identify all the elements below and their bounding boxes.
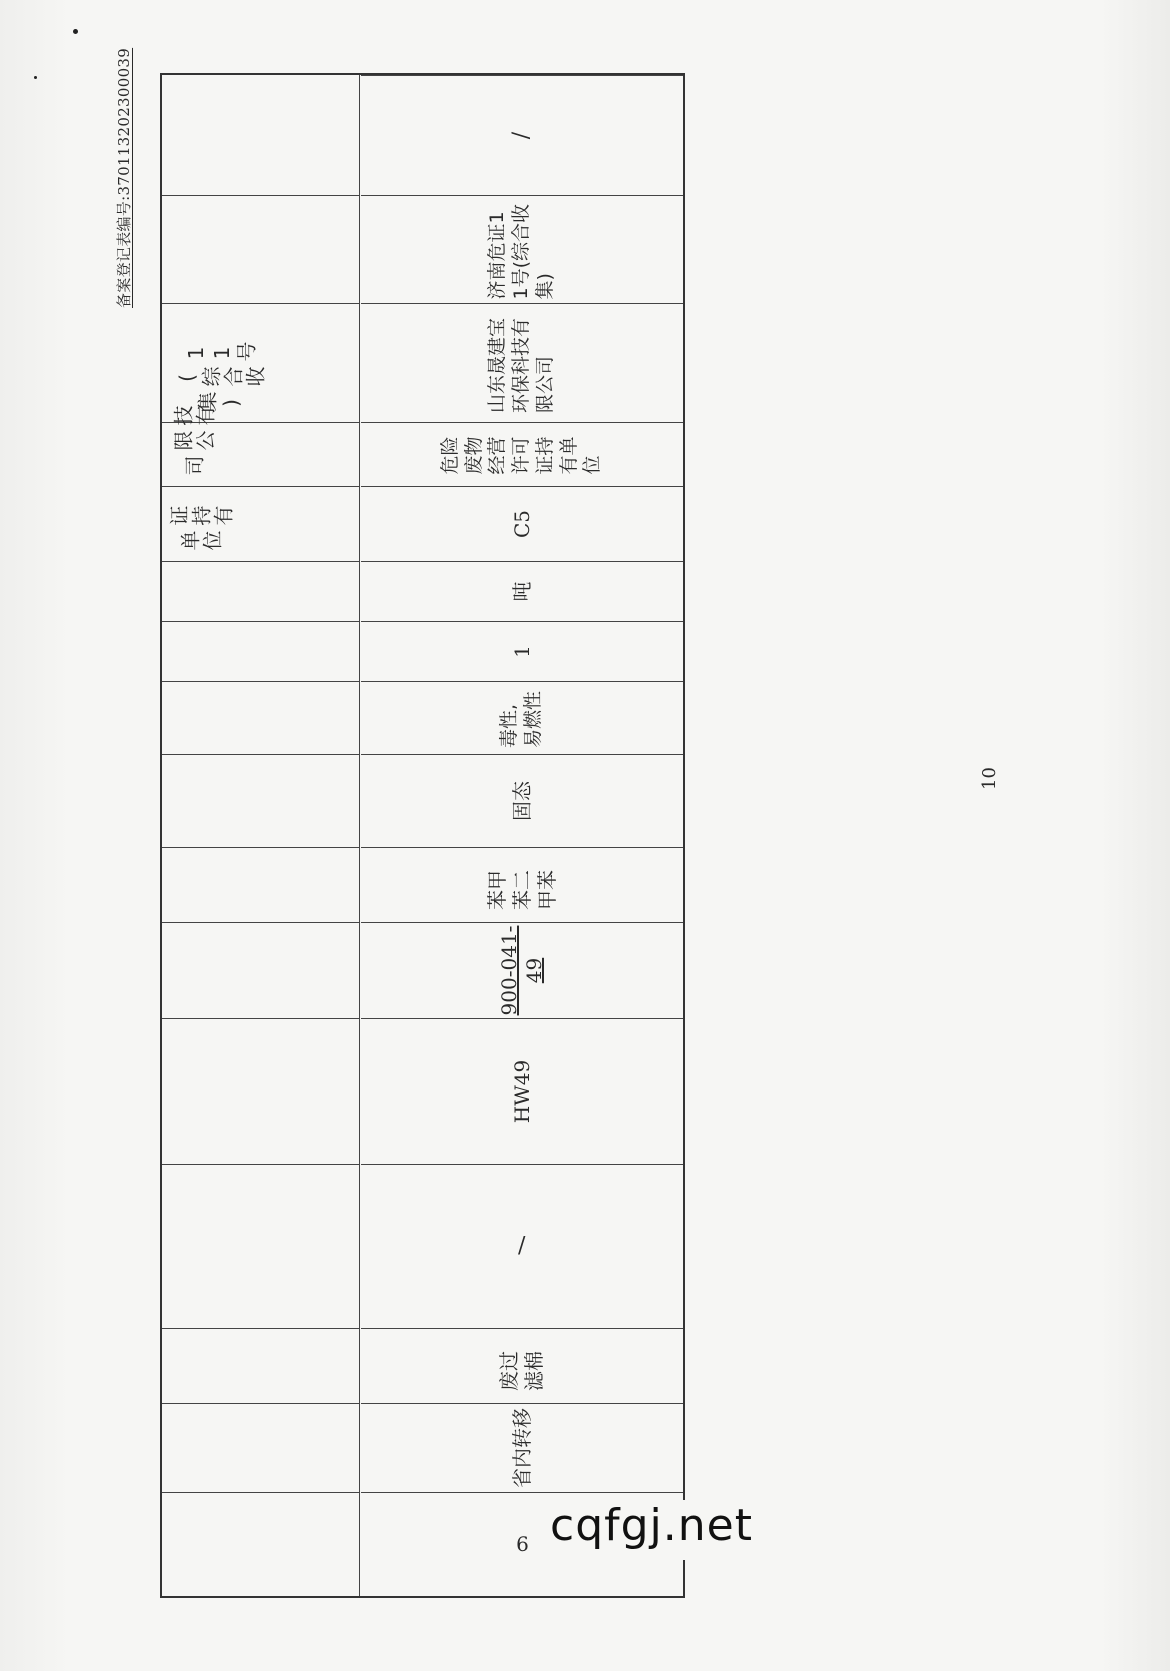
- scan-speck: [34, 76, 37, 79]
- cert-holder-label: 证持有单位: [162, 486, 359, 561]
- waste-name: 废过滤棉: [361, 1328, 683, 1403]
- col-slash: /: [361, 1164, 683, 1328]
- transport-code: C5: [361, 486, 683, 561]
- waste-transfer-table: [160, 73, 685, 1598]
- cell-blank: [162, 922, 359, 1018]
- waste-code: 900-041-49: [361, 922, 683, 1018]
- cell-blank: [162, 195, 359, 303]
- cell-blank: [162, 75, 359, 195]
- page-number: 10: [978, 767, 1000, 790]
- record-number: 备案登记表编号:370113202300039: [115, 47, 133, 308]
- permit-number: 济南危证11号(综合收集): [361, 195, 683, 303]
- row-index: 6: [361, 1492, 683, 1596]
- cell-blank: [162, 754, 359, 847]
- waste-category: HW49: [361, 1018, 683, 1164]
- hazardous-component: 苯甲苯二甲苯: [361, 847, 683, 922]
- transfer-type: 省内转移: [361, 1403, 683, 1492]
- receiving-company: 山东晟建宝环保科技有限公司: [361, 303, 683, 422]
- cell-blank: [162, 1328, 359, 1403]
- row-divider: [359, 75, 360, 1596]
- company-tail: 技有限公司: [162, 422, 359, 486]
- cell-blank: [162, 1164, 359, 1328]
- cell-blank: [162, 1018, 359, 1164]
- cell-blank: [162, 847, 359, 922]
- watermark: cqfgj.net: [550, 1500, 750, 1560]
- cell-blank: [162, 1403, 359, 1492]
- cell-blank: [162, 621, 359, 681]
- extra-col-1: /: [361, 75, 683, 195]
- amount: 1: [361, 621, 683, 681]
- scan-speck: [73, 29, 78, 34]
- route-tail: 11号(综合收集): [162, 303, 359, 422]
- rotated-form: [100, 47, 680, 1598]
- hazard-property: 毒性,易燃性: [361, 681, 683, 754]
- cell-blank: [162, 561, 359, 621]
- unit: 吨: [361, 561, 683, 621]
- cell-blank: [162, 1492, 359, 1596]
- physical-form: 固态: [361, 754, 683, 847]
- permit-holder: 危险废物经营许可证持有单位: [361, 422, 683, 486]
- cell-blank: [162, 681, 359, 754]
